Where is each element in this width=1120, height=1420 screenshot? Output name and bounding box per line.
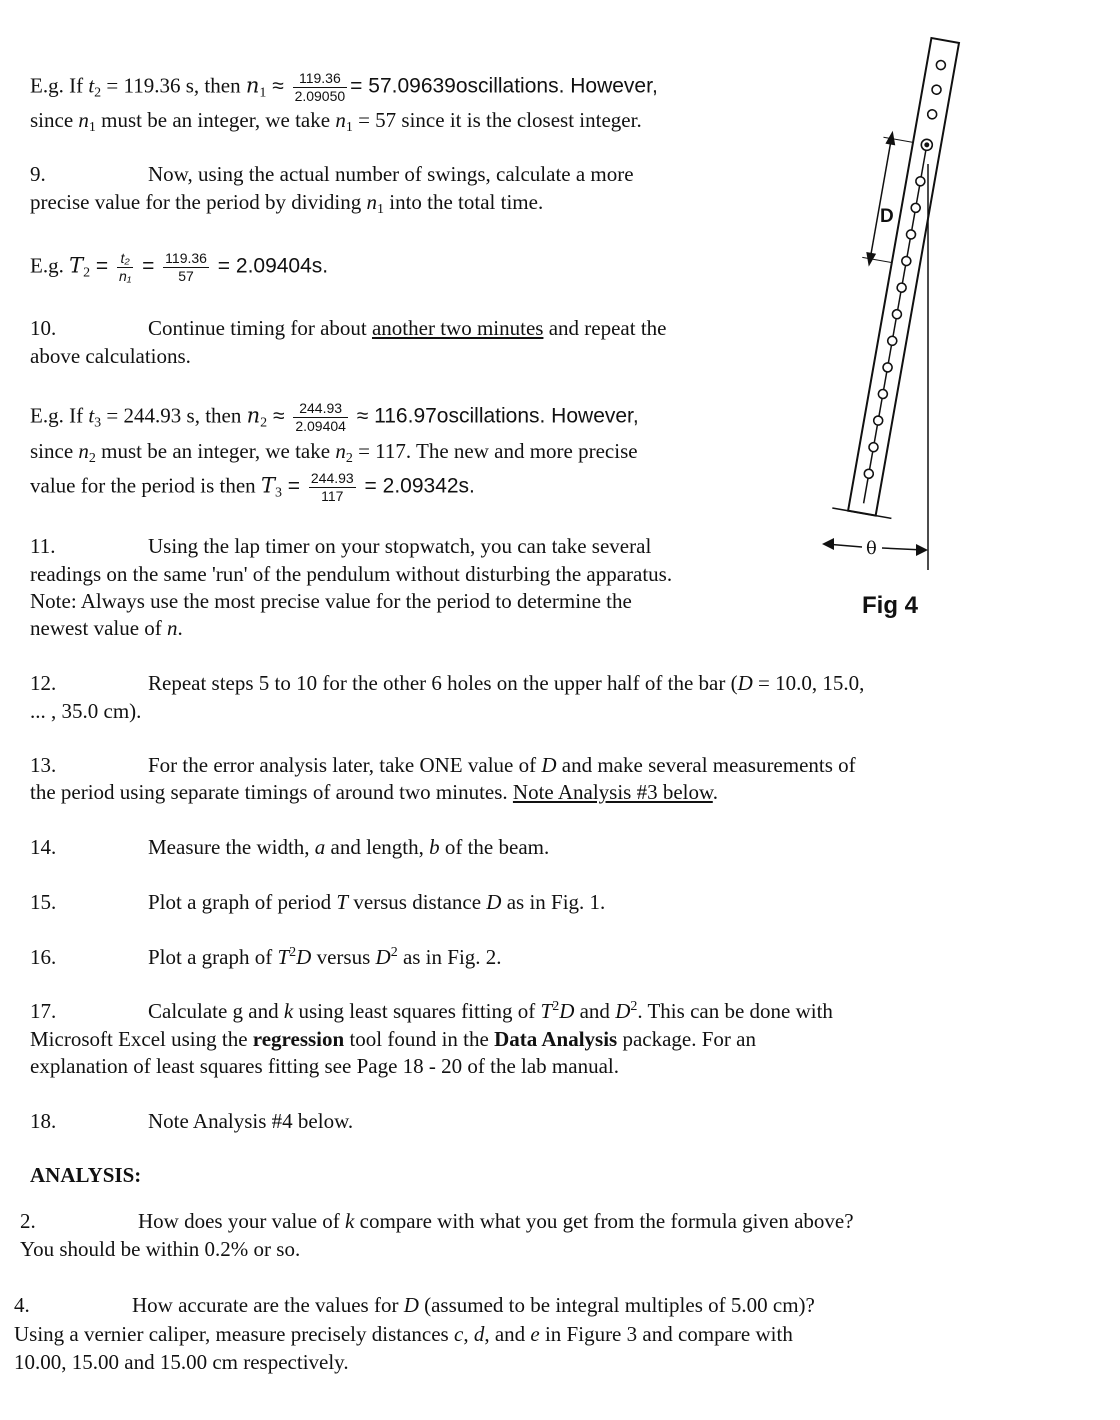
analysis-2-line-1: 2. How does your value of k compare with what you get from the formula given above? (20, 1209, 854, 1233)
theta-arrowhead-right (916, 544, 928, 556)
step-9-line-2: precise value for the period by dividing $n_1$ into the total time. (30, 190, 544, 217)
step-11-number: 11. (30, 534, 56, 558)
example-2: E.g. $T_2$ = $\frac{\text{t₂}}{\text{n₁}}$ = $\frac{119.36}{57}$ = 2.09404s. (30, 250, 329, 284)
step-11-line-1: 11. Using the lap timer on your stopwatch, you can take several (30, 534, 652, 558)
bar-hole (864, 469, 874, 479)
step-18: 18. Note Analysis #4 below. (30, 1109, 354, 1133)
bar-hole (901, 256, 911, 266)
fraction-period-2: $\frac{119.36}{57}$ (165, 250, 207, 284)
step-14-number: 14. (30, 835, 57, 859)
step-11-line-3: Note: Always use the most precise value for the period to determine the (30, 589, 632, 613)
step-15: 15. Plot a graph of period T versus distance D as in Fig. 1. (30, 890, 606, 914)
bar-hole (927, 109, 937, 119)
analysis-heading: ANALYSIS: (30, 1163, 142, 1187)
step-17-line-1: 17. Calculate g and k using least squares fitting of $T^2D$ and $D^2$. This can be done with (30, 999, 833, 1023)
analysis-4-line-2: Using a vernier caliper, measure precisely distances c, d, and e in Figure 3 and compare with (14, 1322, 793, 1346)
example-3-line-2: since $n_2$ must be an integer, we take $n_2 = 117$. The new and more precise (30, 439, 638, 466)
step-10-number: 10. (30, 316, 57, 340)
analysis-4-line-3: 10.00, 15.00 and 15.00 cm respectively. (14, 1350, 349, 1374)
step-10-line-2: above calculations. (30, 344, 191, 368)
bar-hole (873, 415, 883, 425)
figure-4-diagram (800, 30, 1040, 630)
bar-hole (936, 60, 946, 70)
fraction-t2-n1: $\frac{\text{t₂}}{\text{n₁}}$ (119, 250, 132, 284)
step-15-number: 15. (30, 890, 57, 914)
bar-hole (887, 336, 897, 346)
bar-hole (868, 442, 878, 452)
step-12-number: 12. (30, 671, 57, 695)
example-3-line-3: value for the period is then $T_3$ = $\frac{244.93}{117}$ = 2.09342s. (30, 470, 475, 504)
bar-hole (896, 282, 906, 292)
step-16: 16. Plot a graph of $T^2D$ versus $D^2$ as in Fig. 2. (30, 945, 502, 969)
step-12-line-1: 12. Repeat steps 5 to 10 for the other 6 holes on the upper half of the bar (D = 10.0, 15.0, (30, 671, 865, 695)
fraction-n1: $\frac{119.36}{2.09050}$ (294, 70, 346, 104)
step-9-number: 9. (30, 162, 46, 186)
step-16-number: 16. (30, 945, 57, 969)
step-17-number: 17. (30, 999, 57, 1023)
step-11-line-2: readings on the same 'run' of the pendulum without disturbing the apparatus. (30, 562, 673, 586)
step-13-line-2: the period using separate timings of around two minutes. Note Analysis #3 below. (30, 780, 719, 804)
fraction-n2: $\frac{244.93}{2.09404}$ (295, 400, 346, 434)
d-label: D (880, 206, 894, 227)
d-tick-bottom (862, 257, 892, 262)
analysis-4-number: 4. (14, 1293, 30, 1317)
bar-hole (882, 362, 892, 372)
step-10-line-1: 10. Continue timing for about another two minutes and repeat the (30, 316, 667, 340)
step-13-line-1: 13. For the error analysis later, take ONE value of D and make several measurements of (30, 753, 856, 777)
step-9-line-1: 9. Now, using the actual number of swings, calculate a more (30, 162, 634, 186)
bar-hole (931, 84, 941, 94)
bar-hole (910, 203, 920, 213)
figure-caption: Fig 4 (862, 592, 919, 619)
example-3-line-1: E.g. If $t_3 = 244.93$ s, then $n_2$ ≈ $\frac{244.93}{2.09404}$ ≈ 116.97oscillations. However, (30, 400, 639, 434)
analysis-2-line-2: You should be within 0.2% or so. (20, 1237, 301, 1261)
step-18-number: 18. (30, 1109, 57, 1133)
step-11-line-4: newest value of n. (30, 616, 183, 640)
bar-hole (878, 389, 888, 399)
step-14: 14. Measure the width, a and length, b of the beam. (30, 835, 550, 859)
analysis-4-line-1: 4. How accurate are the values for D (assumed to be integral multiples of 5.00 cm)? (14, 1293, 815, 1317)
bar-hole (915, 176, 925, 186)
example-1-line-2: since $n_1$ must be an integer, we take $n_1 = 57$ since it is the closest integer. (30, 108, 642, 135)
pendulum-bar (819, 33, 975, 519)
step-12-line-2: ... , 35.0 cm). (30, 699, 142, 723)
step-13-number: 13. (30, 753, 57, 777)
bar-hole (892, 309, 902, 319)
d-dimension-line (870, 139, 891, 259)
theta-arrowhead-left (822, 538, 834, 550)
step-17-line-2: Microsoft Excel using the regression tool found in the Data Analysis package. For an (30, 1027, 756, 1051)
step-17-line-3: explanation of least squares fitting see Page 18 - 20 of the lab manual. (30, 1054, 619, 1078)
analysis-2-number: 2. (20, 1209, 36, 1233)
theta-label: θ (866, 538, 877, 559)
bar-hole (906, 229, 916, 239)
example-1-line-1: E.g. If $t_2 = 119.36$ s, then $n_1$ ≈ $\frac{119.36}{2.09050}$ = 57.09639oscillations. However, (30, 70, 658, 104)
fraction-period-3: $\frac{244.93}{117}$ (310, 470, 354, 504)
